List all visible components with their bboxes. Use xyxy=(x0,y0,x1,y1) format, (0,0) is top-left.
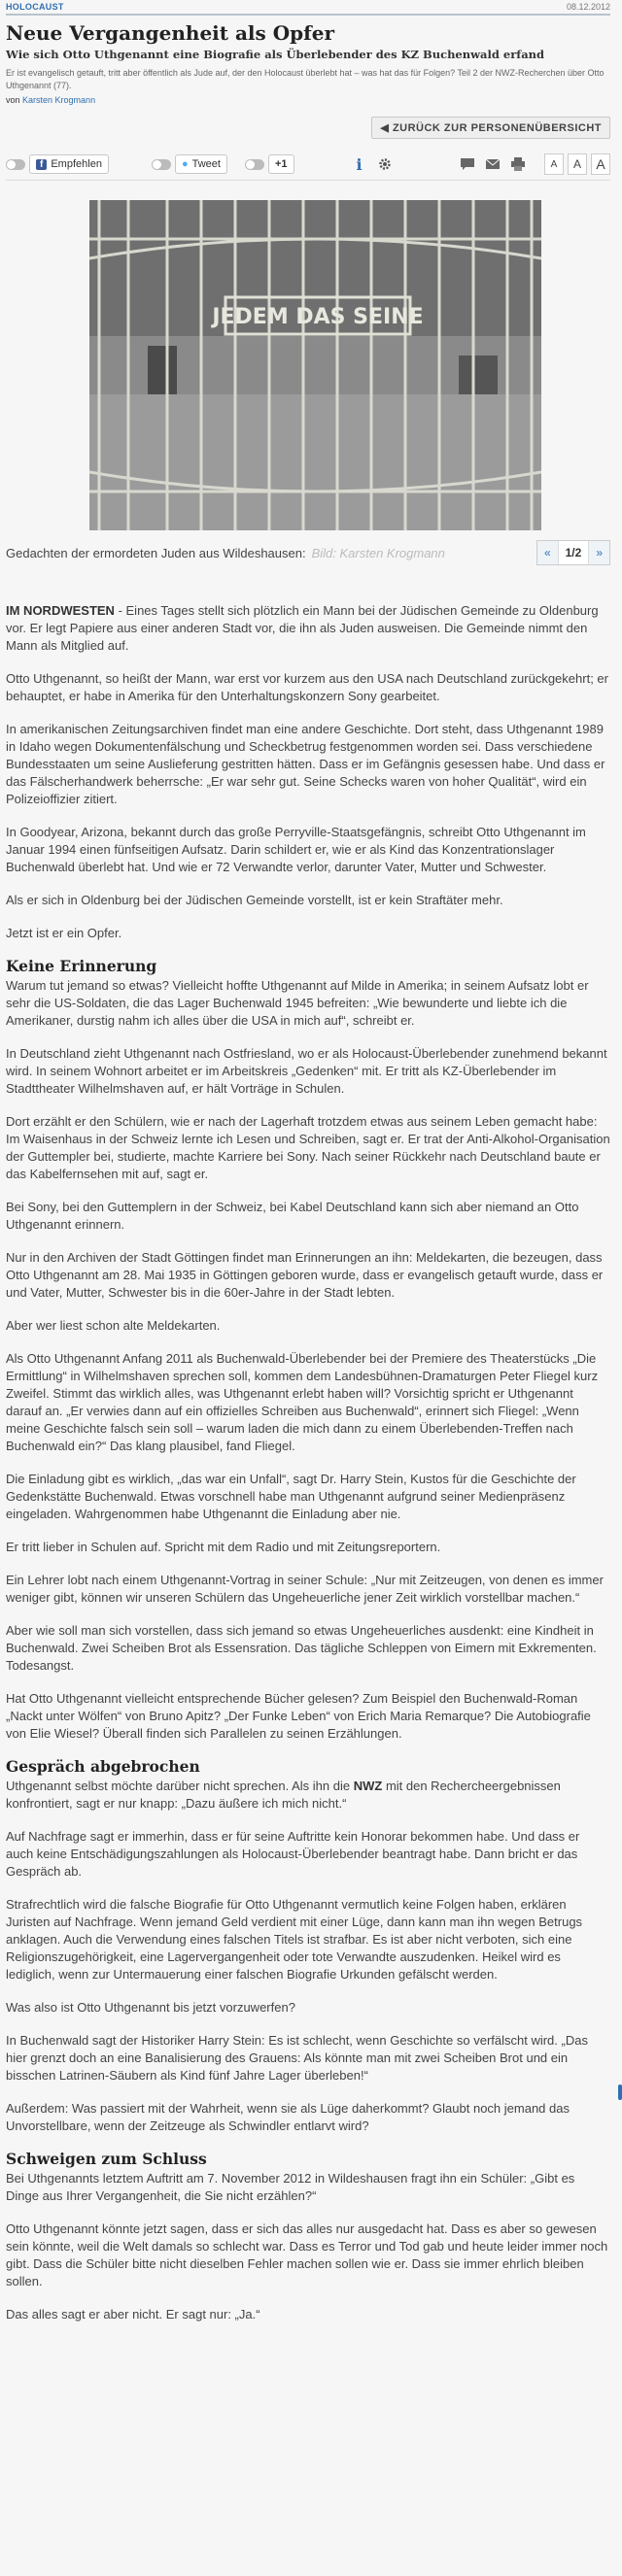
section-heading: Keine Erinnerung xyxy=(6,957,157,975)
print-icon[interactable] xyxy=(507,154,529,174)
mail-icon[interactable] xyxy=(482,154,503,174)
paragraph: Bei Uthgenannts letztem Auftritt am 7. November 2012 in Wildeshausen fragt ihn ein Schüler: „Gibt es Dinge aus Ihrer Vergangenheit, die Sie nicht erzählen?“ xyxy=(6,2171,575,2203)
image-caption: Gedachten der ermordeten Juden aus Wildeshausen: xyxy=(6,545,306,560)
image-credit: Bild: Karsten Krogmann xyxy=(311,545,445,560)
chevron-left-icon: ◀ xyxy=(380,122,393,134)
twitter-privacy-toggle[interactable] xyxy=(152,159,171,170)
comment-icon[interactable] xyxy=(457,154,478,174)
paragraph: Strafrechtlich wird die falsche Biografie für Otto Uthgenannt vermutlich keine Folgen haben, erklären Juristen auf Nachfrage. Wenn jemand Geld verdient mit einer Lüge, dann kann man ihn wegen Betrugs anklagen. Auch die Verwendung eines falschen Titels ist strafbar. Es ist aber nicht verboten, sich eine Religionszugehörigkeit, eine Lagervergangenheit oder tote Verwandte auszudenken. Heikel wird es lediglich, wenn zur Untermauerung einer falschen Biografie Urkunden gefälscht werden. xyxy=(6,1897,583,1982)
article-body xyxy=(6,602,610,2323)
paragraph: Aber wer liest schon alte Meldekarten. xyxy=(6,1318,221,1333)
twitter-tweet-button[interactable]: ● Tweet xyxy=(175,154,227,174)
facebook-icon: f xyxy=(36,159,47,170)
paragraph: Auf Nachfrage sagt er immerhin, dass er für seine Auftritte kein Honorar bekommen habe. Und dass er auch keine Entschädigungszahlungen als Holocaust-Überlebender beantragt habe. Dann bricht er das Gespräch ab. xyxy=(6,1829,580,1879)
share-toolbar xyxy=(6,153,610,181)
top-line xyxy=(6,0,610,16)
article-subtitle: Wie sich Otto Uthgenannt eine Biografie als Überlebender des KZ Buchenwald erfand xyxy=(6,48,545,61)
paragraph: Die Einladung gibt es wirklich, „das war ein Unfall“, sagt Dr. Harry Stein, Kustos für die Geschichte der Gedenkstätte Buchenwald. Etwas vorschnell habe man Uthgenannt aufgrund seiner Medienpräsenz eingeladen. Wahrgenommen habe Uthgenannt die Einladung aber nie. xyxy=(6,1472,576,1521)
paragraph: Als er sich in Oldenburg bei der Jüdischen Gemeinde vorstellt, ist er kein Straftäter mehr. xyxy=(6,893,503,907)
section-heading: Schweigen zum Schluss xyxy=(6,2150,207,2168)
paragraph: Außerdem: Was passiert mit der Wahrheit, wenn sie als Lüge daherkommt? Glaubt noch jemand das Unvorstellbare, wenn der Zeitzeuge als Schwindler entlarvt wird? xyxy=(6,2101,570,2133)
paragraph: In Buchenwald sagt der Historiker Harry Stein: Es ist schlecht, wenn Geschichte so verfälscht wird. „Das hier grenzt doch an eine Banalisierung des Grauens: Als könnte man mit zwei Scheiben Brot und ein bisschen Latrinen-Säubern als Kind fünf Jahre Lager überleben!“ xyxy=(6,2033,588,2083)
image-caption-row xyxy=(6,538,610,567)
pager-current: 1/2 xyxy=(558,541,590,564)
pager-prev-button[interactable]: « xyxy=(537,541,558,564)
dateline: IM NORDWESTEN xyxy=(6,603,115,618)
font-size-large-button[interactable]: A xyxy=(591,153,610,175)
article-photo[interactable] xyxy=(89,200,541,530)
back-bar xyxy=(6,117,610,139)
font-size-medium-button[interactable]: A xyxy=(568,153,587,175)
section-heading: Gespräch abgebrochen xyxy=(6,1757,200,1776)
facebook-privacy-toggle[interactable] xyxy=(6,159,25,170)
section-kicker[interactable]: HOLOCAUST xyxy=(6,2,64,12)
paragraph: Dort erzählt er den Schülern, wie er nach der Lagerhaft trotzdem etwas aus seinem Leben gemacht habe: Im Waisenhaus in der Schweiz lernte ich Lesen und Schreiben, sagt er. Er trat der Anti-Alkohol-Organisation der Guttempler bei, studierte, machte Karriere bei Sony. Nach seiner Rückkehr nach Deutschland baute er das Kabelfernsehen mit auf, sagt er. xyxy=(6,1114,610,1181)
paragraph: Otto Uthgenannt, so heißt der Mann, war erst vor kurzem aus den USA nach Deutschland zurückgekehrt; er behauptet, er habe in Amerika für den Unterhaltungskonzern Sony gearbeitet. xyxy=(6,671,608,703)
paragraph: Uthgenannt selbst möchte darüber nicht sprechen. Als ihn die NWZ mit den Rechercheergebnissen konfrontiert, sagt er nur knapp: „Dazu äußere ich mich nicht.“ xyxy=(6,1779,561,1811)
image-pager xyxy=(536,540,610,565)
paragraph: In Deutschland zieht Uthgenannt nach Ostfriesland, wo er als Holocaust-Überlebender zunehmend bekannt wird. In seinem Wohnort arbeitet er im Arbeitskreis „Gedenken“ mit. Er tritt als KZ-Überlebender im Stadttheater Wilhelmshaven auf, er hält Vorträge in Schulen. xyxy=(6,1046,607,1096)
paragraph: Ein Lehrer lobt nach einem Uthgenannt-Vortrag in seiner Schule: „Nur mit Zeitzeugen, von denen es immer weniger gibt, können wir unseren Schülern das Ungeheuerliche jener Zeit wirklich vorstellbar machen.“ xyxy=(6,1573,604,1605)
paragraph: Warum tut jemand so etwas? Vielleicht hoffte Uthgenannt auf Milde in Amerika; in seinem Aufsatz lobt er sehr die US-Soldaten, die das Lager Buchenwald 1945 befreiten: „Wie bewunderte und liebte ich die Amerikaner, durstig nahm ich alles über die USA in mich auf“, schreibt er. xyxy=(6,978,589,1028)
gplus-button[interactable]: +1 xyxy=(268,154,294,174)
author-line xyxy=(6,95,610,105)
paragraph: Was also ist Otto Uthgenannt bis jetzt vorzuwerfen? xyxy=(6,2000,295,2015)
paragraph: Als Otto Uthgenannt Anfang 2011 als Buchenwald-Überlebender bei der Premiere des Theaterstücks „Die Ermittlung“ in Wilhelmshaven sprechen soll, kommen dem Landesbühnen-Dramaturgen Peter Fliegel kurz Zweifel. Stimmt das wirklich alles, was Uthgenannt erlebt haben will? Vorsichtig spricht er Uthgenannt darauf an. „Er verwies dann auf ein offizielles Schreiben aus Buchenwald“, erinnert sich Fliegel: „Wenn meine Geschichte falsch sein soll – warum laden die mich dann zu einem Überlebenden-Treffen nach Buchenwald ein?“ Das klang plausibel, fand Fliegel. xyxy=(6,1351,599,1453)
gplus-privacy-toggle[interactable] xyxy=(245,159,264,170)
pager-next-button[interactable]: » xyxy=(589,541,609,564)
info-icon[interactable]: i xyxy=(356,154,363,174)
paragraph: Er tritt lieber in Schulen auf. Spricht mit dem Radio und mit Zeitungsreportern. xyxy=(6,1540,441,1554)
article-date: 08.12.2012 xyxy=(566,2,610,12)
gate-inscription: JEDEM DAS SEINE xyxy=(212,305,424,329)
paragraph: Nur in den Archiven der Stadt Göttingen findet man Erinnerungen an ihn: Meldekarten, die bezeugen, dass Otto Uthgenannt am 28. Mai 1935 in Göttingen geboren wurde, dass er evangelisch getauft wurde, dass er und Vater, Mutter, Schwester bis in die 60er-Jahre in der Stadt lebten. xyxy=(6,1250,604,1300)
author-link[interactable]: Karsten Krogmann xyxy=(22,95,96,105)
paragraph: In amerikanischen Zeitungsarchiven findet man eine andere Geschichte. Dort steht, dass Uthgenannt 1989 in Idaho wegen Dokumentenfälschung und Scheckbetrug festgenommen worden sei. Dass verschiedene Bundesstaaten um seine Auslieferung gestritten hätten. Dass er im Gefängnis gesessen habe. Und dass er das Fälscherhandwerk beherrsche: „Er war sehr gut. Seine Schecks waren von hoher Qualität“, wird ein Polizeioffizier zitiert. xyxy=(6,722,605,806)
paragraph: In Goodyear, Arizona, bekannt durch das große Perryville-Staatsgefängnis, schreibt Otto Uthgenannt im Januar 1994 einen fünfseitigen Aufsatz. Darin schildert er, wie er als Kind das Konzentrationslager Buchenwald überlebt hat. Und wie er 72 Verwandte verlor, darunter Vater, Mutter und Schwester. xyxy=(6,825,586,874)
paragraph: Jetzt ist er ein Opfer. xyxy=(6,926,122,940)
gear-icon[interactable] xyxy=(374,154,396,174)
font-size-small-button[interactable]: A xyxy=(544,153,564,175)
facebook-like-button[interactable]: f Empfehlen xyxy=(29,154,109,174)
paragraph: Aber wie soll man sich vorstellen, dass sich jemand so etwas Ungeheuerliches ausdenkt: eine Kindheit in Buchenwald. Zwei Scheiben Brot als Essensration. Das tägliche Schleppen von Eimern mit Exkrementen. Todesangst. xyxy=(6,1623,597,1673)
article-teaser: Er ist evangelisch getauft, tritt aber öffentlich als Jude auf, der den Holocaust überlebt hat – was hat das für Folgen? Teil 2 der NWZ-Recherchen über Otto Uthgenannt (77). xyxy=(6,68,605,90)
scroll-indicator[interactable] xyxy=(618,2085,622,2100)
paragraph: Bei Sony, bei den Guttemplern in der Schweiz, bei Kabel Deutschland kann sich aber niemand an Otto Uthgenannt erinnern. xyxy=(6,1200,579,1232)
paragraph: Otto Uthgenannt könnte jetzt sagen, dass er sich das alles nur ausgedacht hat. Dass es aber so gewesen sein könnte, weil die Welt damals so schlecht war. Dass es Terror und Tod gab und heute leider immer noch gibt. Dass die Schüler bitte nicht dieselben Fehler machen sollen wie er. Dass sie immer ehrlich bleiben sollen. xyxy=(6,2221,608,2288)
author-prefix: von xyxy=(6,95,20,105)
twitter-bird-icon: ● xyxy=(181,158,189,170)
paragraph: Hat Otto Uthgenannt vielleicht entsprechende Bücher gelesen? Zum Beispiel den Buchenwald-Roman „Nackt unter Wölfen“ von Bruno Apitz? „Der Funke Leben“ von Erich Maria Remarque? Die Autobiografie von Elie Wiesel? Überall finden sich Parallelen zu seinen Erzählungen. xyxy=(6,1691,591,1741)
buchenwald-gate-image xyxy=(89,200,541,530)
paragraph: Das alles sagt er aber nicht. Er sagt nur: „Ja.“ xyxy=(6,2307,260,2322)
article-title: Neue Vergangenheit als Opfer xyxy=(6,21,335,45)
paragraph-lead: IM NORDWESTEN - Eines Tages stellt sich plötzlich ein Mann bei der Jüdischen Gemeinde zu Oldenburg vor. Er legt Papiere aus einer anderen Stadt vor, die ihn als Juden ausweisen. Die Gemeinde nimmt den Mann als Mitglied auf. xyxy=(6,603,599,653)
back-to-overview-button[interactable]: ◀ ZURÜCK ZUR PERSONENÜBERSICHT xyxy=(371,117,610,139)
